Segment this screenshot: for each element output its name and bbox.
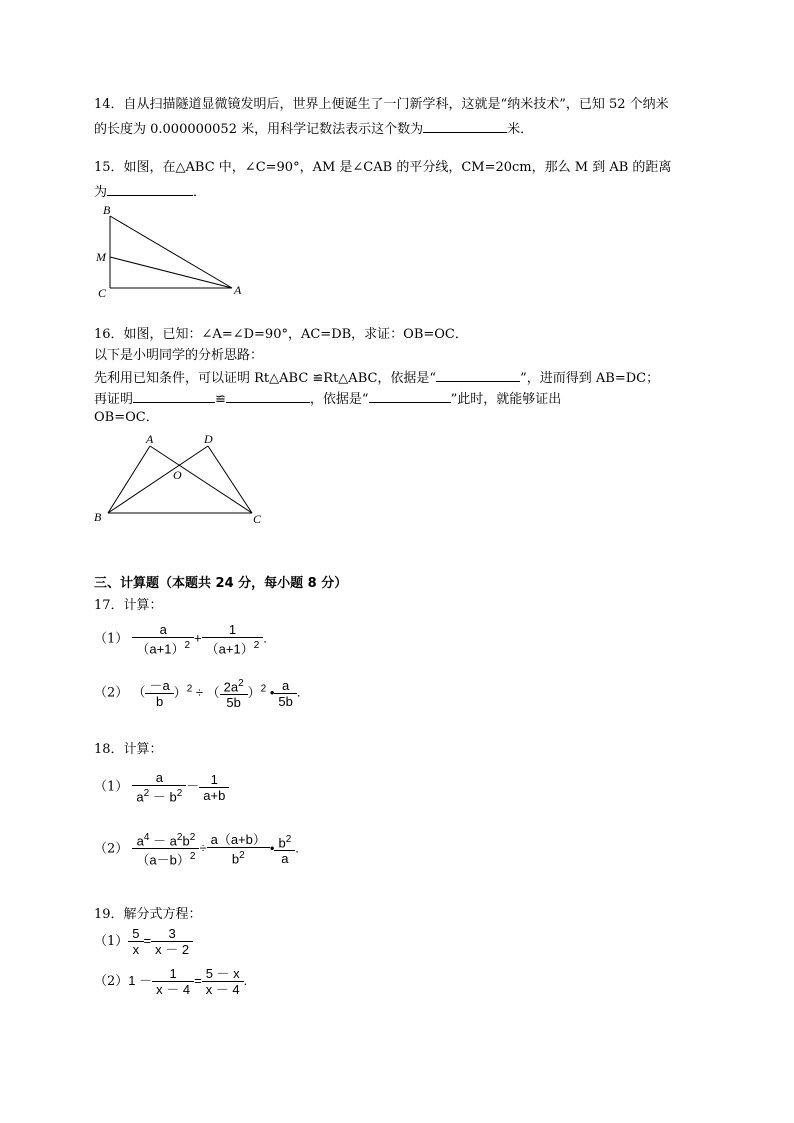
q15-end: ． (193, 185, 207, 200)
q15-text: 为 (94, 185, 108, 200)
q16-congruent-sign: ≌ (215, 392, 226, 407)
q14-unit: 米． (507, 122, 534, 137)
q15-line2 (94, 182, 206, 201)
q16-line5: OB=OC． (94, 410, 159, 425)
q14-text: 的长度为 0.000000052 米，用科学记数法表示这个数为 (94, 122, 424, 137)
q18-title: 18．计算： (94, 742, 163, 757)
q14-answer-blank[interactable] (423, 119, 507, 133)
q16-label-b: B (94, 510, 102, 524)
q16-label-o: O (173, 468, 182, 482)
fraction: $\frac{5 - x}{x - 4}$ (202, 966, 244, 997)
q16-blank-1[interactable] (436, 368, 520, 382)
fraction: $\frac{a}{(a+1)^2}$ (132, 622, 194, 656)
q16-text-d: ，依据是“ (309, 392, 369, 407)
q16-line2: 以下是小明同学的分析思路： (94, 348, 264, 363)
fraction: $\frac{1}{(a+1)^2}$ (202, 622, 264, 656)
q15-label-b: B (103, 203, 111, 217)
q16-text-a: 先利用已知条件，可以证明 Rt△ABC ≌Rt△ABC，依据是“ (94, 371, 437, 386)
fraction: $\frac{a}{a^2 - b^2}$ (132, 770, 186, 804)
q18-part2: （2） $\frac{a^4 - a^2b^2}{(a-b)^2}$ ÷ $\frac{a(a+b)}{b^2}$ • $\frac{b^2}{a}$ . (94, 831, 299, 868)
q17-p1-label: （1） (94, 631, 129, 647)
q15-answer-blank[interactable] (107, 182, 193, 196)
fraction: $\frac{a(a+b)}{b^2}$ (207, 832, 270, 866)
q16-line3 (94, 368, 659, 387)
fraction: $\frac{1}{a+b}$ (199, 772, 229, 803)
q16-text-e: ”此时，就能够证出 (450, 392, 562, 407)
fraction: $\frac{-a}{b}$ (145, 678, 173, 709)
q16-blank-4[interactable] (369, 389, 451, 403)
q19-part2: （2）1 － $\frac{1}{x - 4}$ = $\frac{5 - x}{x - 4}$ . (94, 966, 248, 997)
q16-text-b: ”，进而得到 AB=DC； (520, 371, 660, 386)
q16-label-c: C (253, 512, 262, 526)
q16-line1: 16．如图，已知：∠A=∠D=90°，AC=DB，求证：OB=OC． (94, 327, 468, 342)
fraction: $\frac{2a^2}{5b}$ (220, 676, 248, 710)
fraction: $\frac{5}{x}$ (128, 926, 143, 957)
q14-line2 (94, 119, 533, 138)
q17-part1: （1） $\frac{a}{(a+1)^2}$ + $\frac{1}{(a+1)^2}$ . (94, 622, 267, 657)
q15-triangle-figure (90, 200, 260, 300)
q16-blank-2[interactable] (133, 389, 215, 403)
q18-p1-label: （1） (94, 779, 129, 795)
q18-part1: （1） $\frac{a}{a^2 - b^2}$ － $\frac{1}{a+b}$ (94, 770, 229, 804)
q17-title: 17．计算： (94, 598, 163, 613)
q15-line1: 15．如图，在△ABC 中，∠C=90°，AM 是∠CAB 的平分线，CM=20cm，那么 M 到 AB 的距离 (94, 160, 672, 175)
q19-p2-label: （2） (94, 974, 129, 989)
q15-label-m: M (96, 250, 106, 264)
q17-p2-label: （2） (94, 685, 129, 701)
fraction: $\frac{a^4 - a^2b^2}{(a-b)^2}$ (132, 830, 199, 868)
q16-blank-3[interactable] (226, 389, 310, 403)
fraction: $\frac{b^2}{a}$ (274, 832, 295, 866)
q16-text-c: 再证明 (94, 392, 134, 407)
q15-label-a: A (234, 283, 242, 297)
section3-title: 三、计算题（本题共 24 分，每小题 8 分） (94, 576, 348, 591)
q19-p1-label: （1） (94, 934, 129, 949)
fraction: $\frac{3}{x - 2}$ (151, 926, 193, 957)
q15-label-c: C (98, 286, 107, 300)
fraction: $\frac{1}{x - 4}$ (152, 966, 194, 997)
q17-part2: （2） （ $\frac{-a}{b}$ ）$^2$ ÷ （ $\frac{2a^2}{5b}$ ）$^2$ • $\frac{a}{5b}$ . (94, 677, 301, 711)
q14-line1: 14．自从扫描隧道显微镜发明后，世界上便诞生了一门新学科，这就是“纳米技术”，已知 52 个纳米 (94, 97, 669, 112)
q16-line4 (94, 389, 561, 408)
fraction: $\frac{a}{5b}$ (274, 678, 296, 709)
q16-crossed-triangles-figure (90, 430, 280, 530)
q18-p2-label: （2） (94, 841, 129, 857)
q19-title: 19．解分式方程： (94, 907, 202, 922)
q19-part1: （1） $\frac{5}{x}$ = $\frac{3}{x - 2}$ (94, 926, 193, 957)
q16-label-d: D (204, 432, 213, 446)
q16-label-a: A (146, 432, 154, 446)
